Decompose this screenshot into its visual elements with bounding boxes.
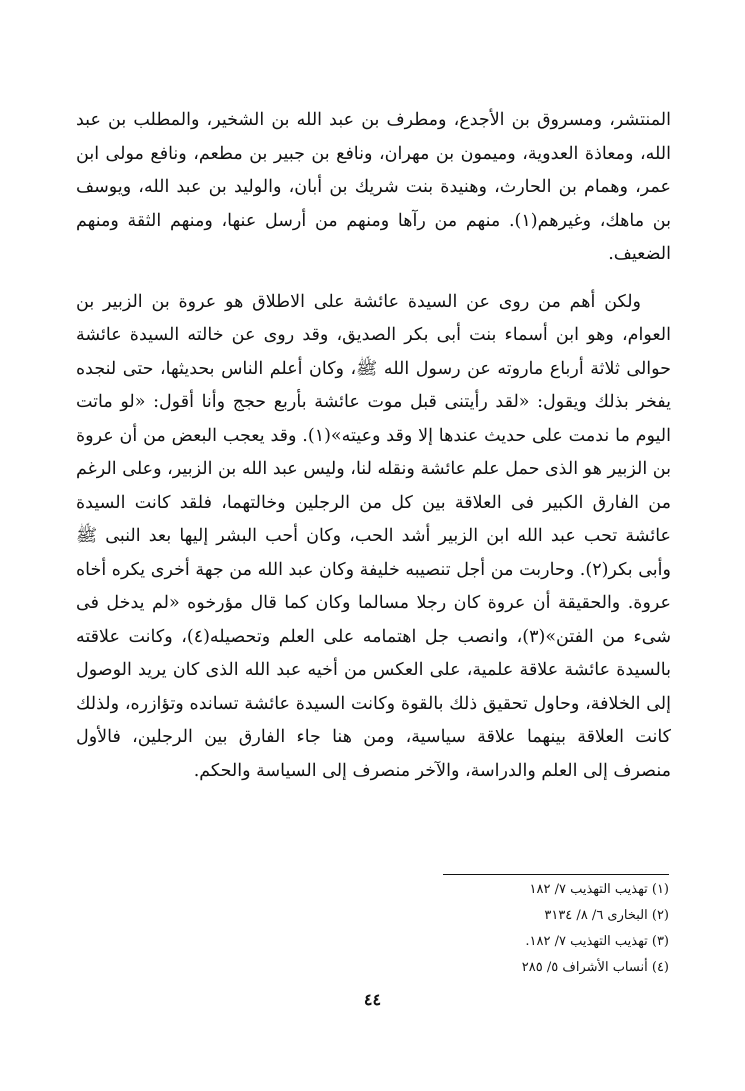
footnote-3: (٣) تهذيب التهذيب ٧/ ١٨٢. bbox=[525, 934, 669, 949]
footnote-2: (٢) البخارى ٦/ ٨/ ٣١٣٤ bbox=[544, 908, 669, 923]
footnote-separator bbox=[443, 874, 669, 875]
main-text bbox=[76, 104, 671, 788]
paragraph-urwa: ولكن أهم من روى عن السيدة عائشة على الاطلاق هو عروة بن الزبير بن العوام، وهو ابن أسماء بنت أبى بكر الصديق، وقد روى عن خالته السيدة عائشة حوالى ثلاثة أرباع ماروته عن رسول الله ﷺ، وكان أعلم الناس بحديثها، حتى لنجده يفخر بذلك ويقول: «لقد رأيتنى قبل موت عائشة بأربع حجج وأنا أقول: «لو ماتت اليوم ما ندمت على حديث عندها إلا وقد وعيته»(١). وقد يعجب البعض من أن عروة بن الزبير هو الذى حمل علم عائشة ونقله لنا، وليس عبد الله بن الزبير، وعلى الرغم من الفارق الكبير فى العلاقة بين كل من الرجلين وخالتهما، فلقد كانت السيدة عائشة تحب عبد الله ابن الزبير أشد الحب، وكان أحب البشر إليها بعد النبى ﷺ وأبى بكر(٢). وحاربت من أجل تنصيبه خليفة وكان عبد الله من جهة أخرى يكره أخاه عروة. والحقيقة أن عروة كان رجلا مسالما وكان كما قال مؤرخوه «لم يدخل فى شىء من الفتن»(٣)، وانصب جل اهتمامه على العلم وتحصيله(٤)، وكانت علاقته بالسيدة عائشة علاقة علمية، على العكس من أخيه عبد الله الذى كان يريد الوصول إلى الخلافة، وحاول تحقيق ذلك بالقوة وكانت السيدة عائشة تسانده وتؤازره، ولذلك كانت العلاقة بينهما علاقة سياسية، ومن هنا جاء الفارق بين الرجلين، فالأول منصرف إلى العلم والدراسة، والآخر منصرف إلى السياسة والحكم. bbox=[76, 291, 671, 781]
paragraph-narrators-list: المنتشر، ومسروق بن الأجدع، ومطرف بن عبد الله بن الشخير، والمطلب بن عبد الله، ومعاذة العدوية، وميمون بن مهران، ونافع بن جبير بن مطعم، ونافع مولى ابن عمر، وهمام بن الحارث، وهنيدة بنت شريك بن أبان، والوليد بن عبد الله، ويوسف بن ماهك، وغيرهم(١). منهم من رآها ومنهم من أرسل عنها، ومنهم الثقة ومنهم الضعيف. bbox=[76, 110, 671, 264]
page-number: ٤٤ bbox=[363, 990, 382, 1009]
footnote-4: (٤) أنساب الأشراف ٥/ ٢٨٥ bbox=[521, 960, 669, 975]
footnotes bbox=[369, 877, 669, 981]
footnote-1: (١) تهذيب التهذيب ٧/ ١٨٢ bbox=[529, 882, 669, 897]
